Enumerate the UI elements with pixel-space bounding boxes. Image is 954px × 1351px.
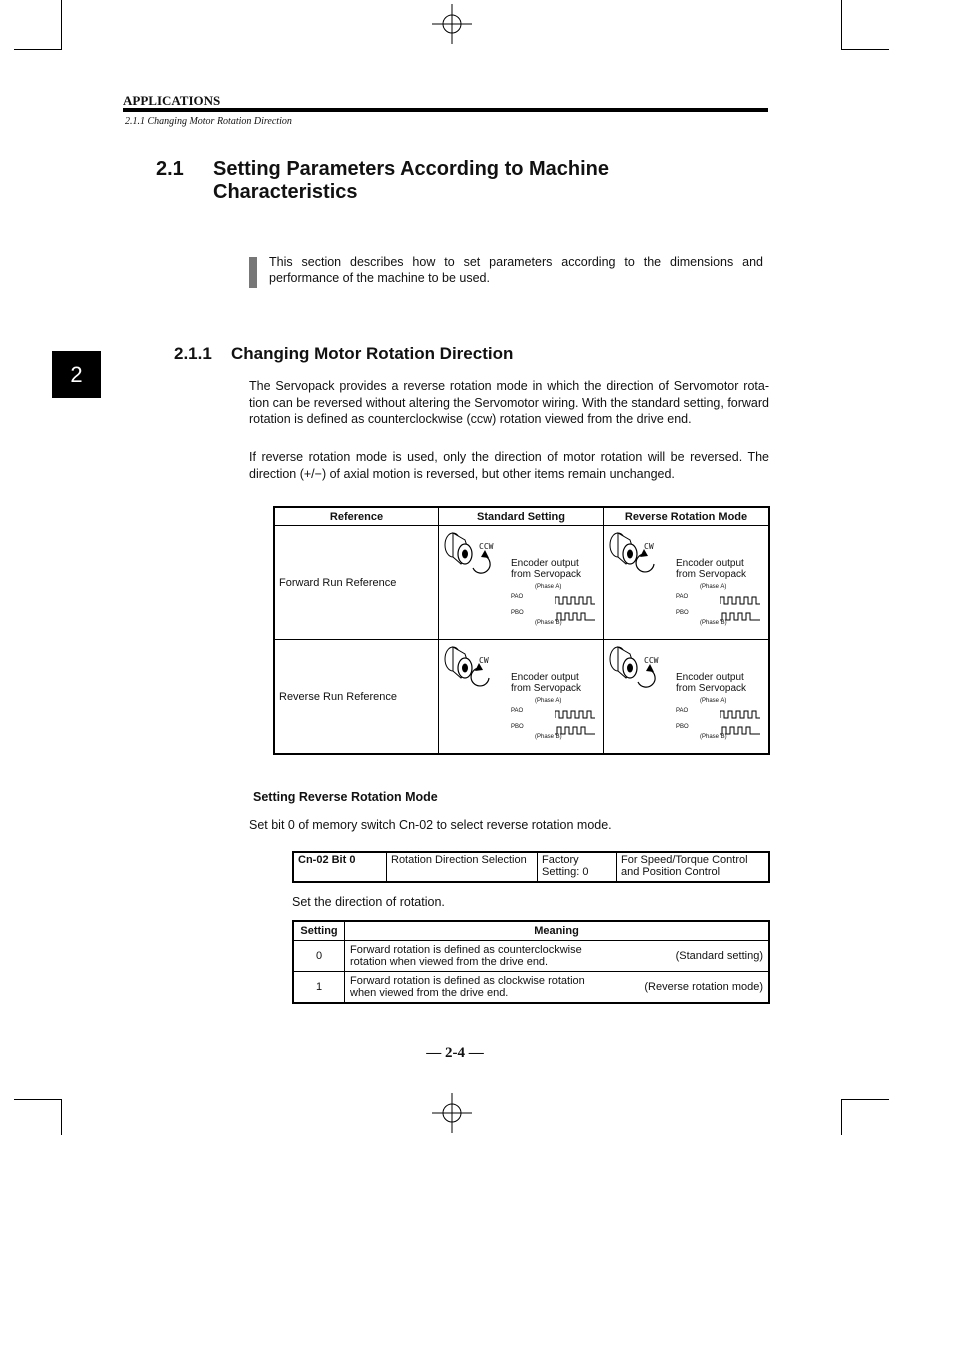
pao-label: PAO (676, 594, 689, 600)
table-row (274, 640, 769, 755)
param-control-mode: For Speed/Torque Control and Position Control (617, 852, 770, 882)
rotation-reference-table (273, 506, 770, 755)
intro-marker-bar (249, 257, 257, 288)
rotation-direction-label: CCW (644, 656, 659, 665)
phase-b-label: (Phase B) (535, 734, 562, 740)
diagram-cell (439, 640, 604, 755)
running-subheader: 2.1.1 Changing Motor Rotation Direction (125, 116, 292, 127)
table-row (293, 852, 769, 882)
rotation-direction-label: CW (644, 542, 654, 551)
crop-mark (841, 0, 842, 50)
crop-mark (61, 0, 62, 50)
chapter-tab: 2 (52, 351, 101, 398)
rotation-direction-label: CW (479, 656, 489, 665)
phase-a-label: (Phase A) (700, 584, 727, 590)
pbo-label: PBO (511, 610, 524, 616)
crop-mark (14, 1099, 62, 1100)
subsection-number: 2.1.1 (174, 344, 212, 363)
meaning-text: Forward rotation is defined as counterclockwise rotation when viewed from the drive end. (350, 944, 582, 968)
rotation-direction-label: CCW (479, 542, 494, 551)
table-row (293, 972, 769, 1004)
phase-a-label: (Phase A) (535, 584, 562, 590)
registration-mark-icon (432, 4, 472, 44)
intro-text: This section describes how to set parameters according to the dimensions and performance of the machine to be used. (269, 255, 763, 285)
diagram-cell (604, 526, 770, 640)
pbo-label: PBO (676, 724, 689, 730)
table-header: Setting (293, 921, 345, 941)
pbo-label: PBO (511, 724, 524, 730)
servomotor-icon (608, 532, 668, 585)
crop-mark (841, 1099, 889, 1100)
table-header: Meaning (345, 921, 770, 941)
servomotor-icon (608, 646, 668, 699)
table-header: Standard Setting (439, 507, 604, 526)
encoder-output-label: Encoder output from Servopack (511, 672, 582, 694)
diagram-cell (604, 640, 770, 755)
page-number: — 2-4 — (426, 1045, 484, 1061)
setting-value: 1 (293, 972, 345, 1004)
body-paragraph: The Servopack provides a reverse rotation mode in which the direction of Servomotor rota-tion can be reversed without altering the Servomotor wiring. With the standard setting, forward rotation is defined as counterclockwise (ccw) rotation viewed from the drive end. (249, 379, 769, 426)
table-header: Reference (274, 507, 439, 526)
pao-label: PAO (511, 594, 524, 600)
diagram-cell (439, 526, 604, 640)
row-label: Reverse Run Reference (274, 640, 439, 755)
setting-meaning (345, 941, 770, 972)
encoder-output-label: Encoder output from Servopack (511, 558, 582, 580)
header-rule (123, 108, 768, 112)
pao-label: PAO (511, 708, 524, 714)
section-number: 2.1 (156, 158, 184, 180)
section-title: Setting Parameters According to Machine Characteristics (213, 158, 610, 203)
param-name: Cn-02 Bit 0 (293, 852, 387, 882)
pao-label: PAO (676, 708, 689, 714)
param-factory-setting: Factory Setting: 0 (538, 852, 617, 882)
setting-meaning (345, 972, 770, 1004)
setting-meaning-table (292, 920, 770, 1004)
crop-mark (61, 1099, 62, 1135)
servomotor-icon (443, 532, 503, 585)
registration-mark-icon (432, 1093, 472, 1133)
running-header: APPLICATIONS (123, 93, 221, 108)
pbo-label: PBO (676, 610, 689, 616)
meaning-text: Forward rotation is defined as clockwise rotation when viewed from the drive end. (350, 975, 585, 999)
phase-a-label: (Phase A) (535, 698, 562, 704)
encoder-output-label: Encoder output from Servopack (676, 672, 747, 694)
body-paragraph: If reverse rotation mode is used, only the direction of motor rotation will be reversed. The direction (+/−) of axial motion is reversed, but other items remain unchanged. (249, 450, 769, 481)
subsection-title: Changing Motor Rotation Direction (231, 344, 514, 363)
setting-text: Set bit 0 of memory switch Cn-02 to select reverse rotation mode. (249, 818, 612, 832)
phase-b-label: (Phase B) (535, 620, 562, 626)
table-row (293, 941, 769, 972)
direction-text: Set the direction of rotation. (292, 895, 445, 909)
meaning-note: (Standard setting) (675, 950, 763, 962)
crop-mark (841, 1099, 842, 1135)
table-header: Reverse Rotation Mode (604, 507, 770, 526)
row-label: Forward Run Reference (274, 526, 439, 640)
servomotor-icon (443, 646, 503, 699)
table-row (274, 526, 769, 640)
param-description: Rotation Direction Selection (387, 852, 538, 882)
setting-value: 0 (293, 941, 345, 972)
crop-mark (841, 49, 889, 50)
phase-b-label: (Phase B) (700, 620, 727, 626)
parameter-table (292, 851, 770, 883)
setting-heading: Setting Reverse Rotation Mode (253, 790, 438, 804)
meaning-note: (Reverse rotation mode) (644, 981, 763, 993)
phase-b-label: (Phase B) (700, 734, 727, 740)
crop-mark (14, 49, 62, 50)
encoder-output-label: Encoder output from Servopack (676, 558, 747, 580)
phase-a-label: (Phase A) (700, 698, 727, 704)
